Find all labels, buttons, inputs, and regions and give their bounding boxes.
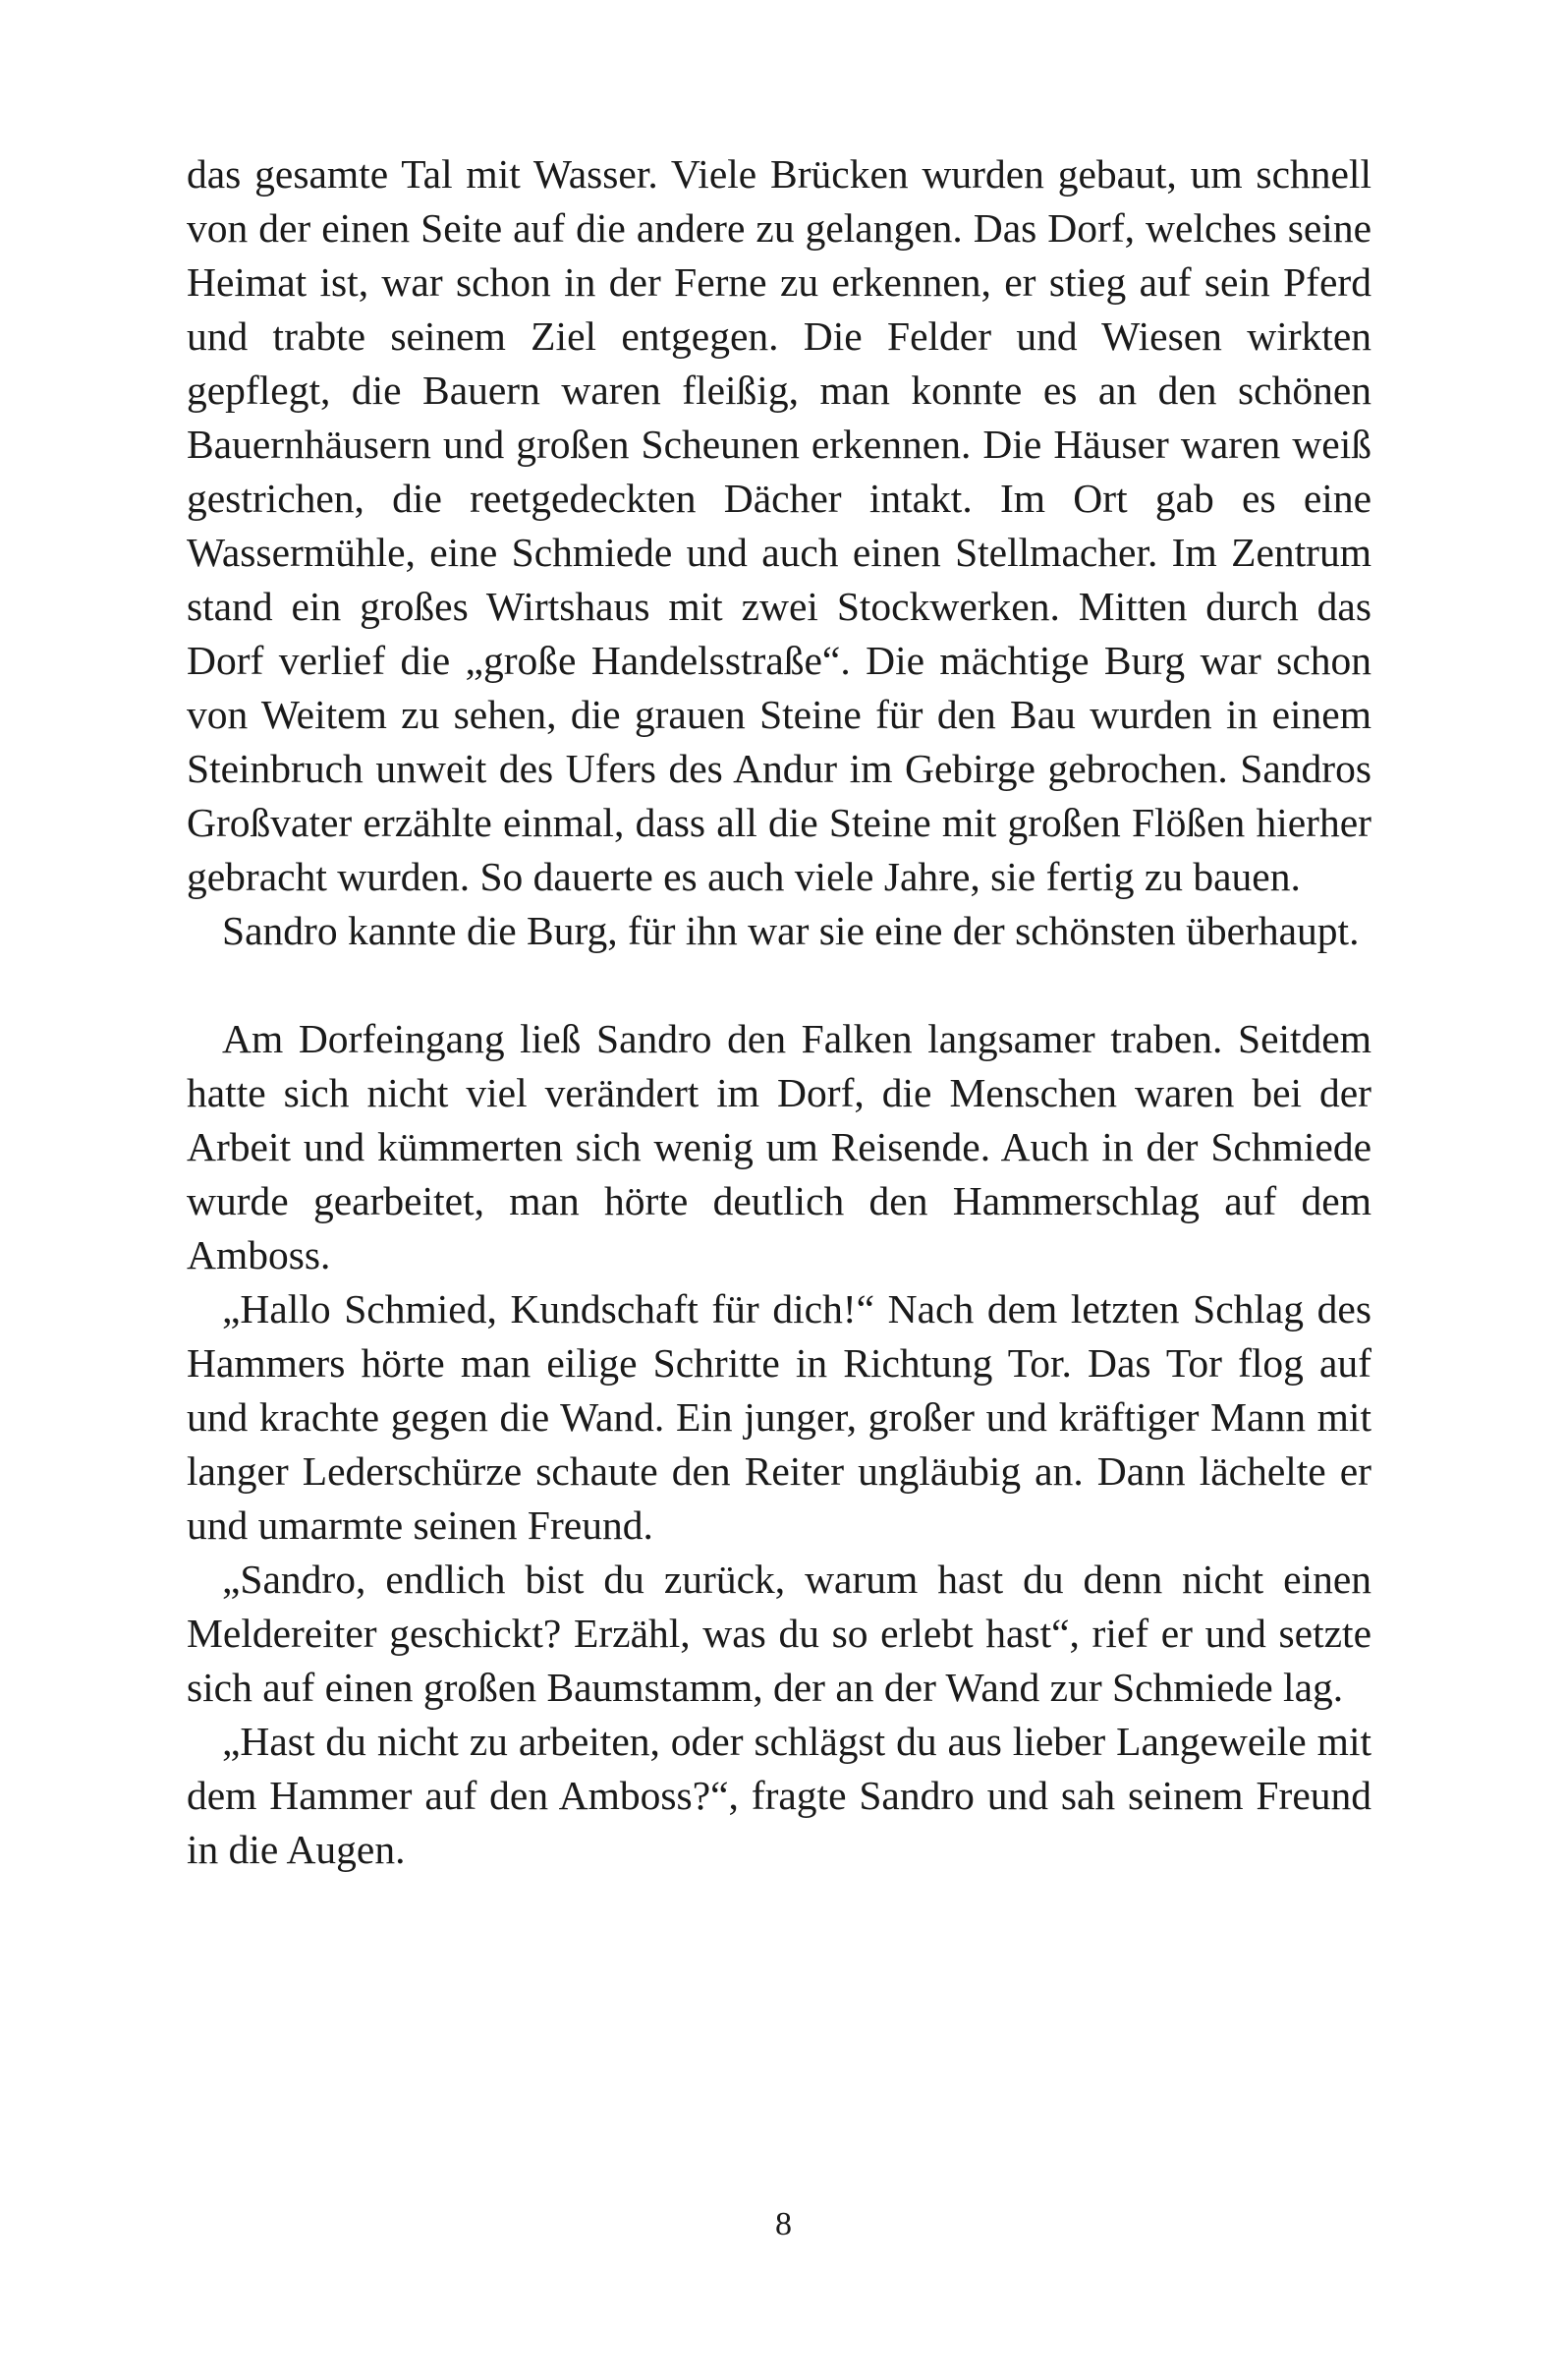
paragraph-sandro-returns: „Sandro, endlich bist du zurück, warum hast du denn nicht einen Meldereiter geschickt? Erzähl, was du so erlebt hast“, rief er und setzte sich auf einen großen Baumstamm, der an der Wand zur Schmiede lag. xyxy=(187,1557,1371,1710)
paragraph-village-entrance: Am Dorfeingang ließ Sandro den Falken langsamer traben. Seitdem hatte sich nicht viel verändert im Dorf, die Menschen waren bei der Arbeit und kümmerten sich wenig um Reisende. Auch in der Schmiede wurde gearbeitet, man hörte deutlich den Hammerschlag auf dem Amboss. xyxy=(187,1016,1371,1277)
section-break xyxy=(187,958,1371,1012)
paragraph-question: „Hast du nicht zu arbeiten, oder schlägst du aus lieber Langeweile mit dem Hammer auf den Amboss?“, fragte Sandro und sah seinem Freund in die Augen. xyxy=(187,1719,1371,1872)
body-text xyxy=(187,147,1371,1877)
page-number: 8 xyxy=(775,2206,792,2242)
paragraph-castle: Sandro kannte die Burg, für ihn war sie eine der schönsten überhaupt. xyxy=(222,908,1360,953)
book-page xyxy=(187,147,1371,2211)
paragraph-hello-smith: „Hallo Schmied, Kundschaft für dich!“ Nach dem letzten Schlag des Hammers hörte man eilige Schritte in Richtung Tor. Das Tor flog auf und krachte gegen die Wand. Ein junger, großer und kräftiger Mann mit langer Lederschürze schaute den Reiter ungläubig an. Dann lächelte er und umarmte seinen Freund. xyxy=(187,1286,1371,1548)
paragraph-village-description: das gesamte Tal mit Wasser. Viele Brücken wurden gebaut, um schnell von der einen Seite auf die andere zu gelangen. Das Dorf, welches seine Heimat ist, war schon in der Ferne zu erkennen, er stieg auf sein Pferd und trabte seinem Ziel entgegen. Die Felder und Wiesen wirkten gepflegt, die Bauern waren fleißig, man konnte es an den schönen Bauernhäusern und großen Scheunen erkennen. Die Häuser waren weiß gestrichen, die reetgedeckten Dächer intakt. Im Ort gab es eine Wassermühle, eine Schmiede und auch einen Stellmacher. Im Zentrum stand ein großes Wirtshaus mit zwei Stockwerken. Mitten durch das Dorf verlief die „große Handelsstraße“. Die mächtige Burg war schon von Weitem zu sehen, die grauen Steine für den Bau wurden in einem Steinbruch unweit des Ufers des Andur im Gebirge gebrochen. Sandros Großvater erzählte einmal, dass all die Steine mit großen Flößen hierher gebracht wurden. So dauerte es auch viele Jahre, sie fertig zu bauen. xyxy=(187,151,1371,899)
